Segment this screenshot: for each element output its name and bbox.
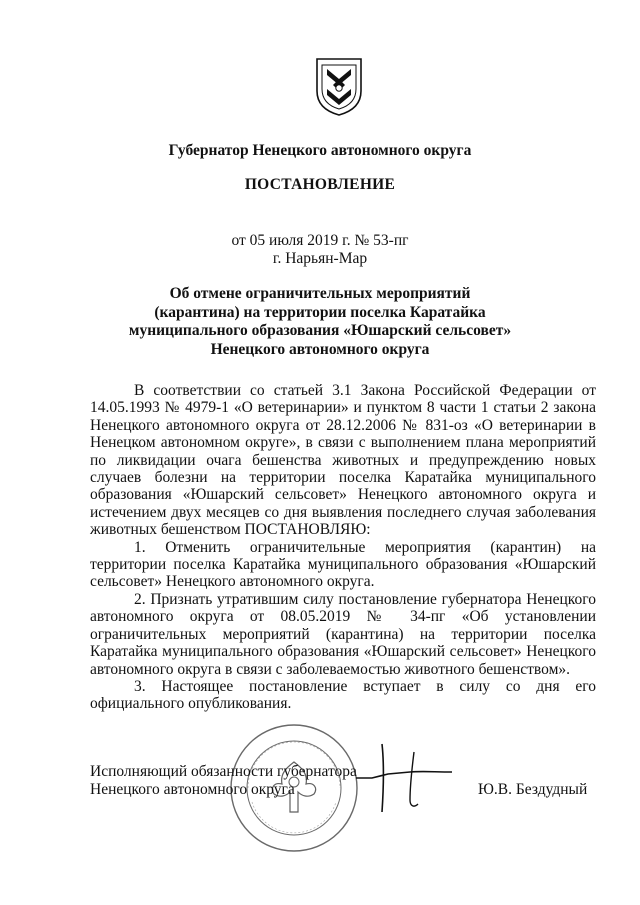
signatory-position xyxy=(90,763,357,799)
signatory-position-line: Ненецкого автономного округа xyxy=(90,781,295,798)
title-line: Ненецкого автономного округа xyxy=(210,340,430,358)
signatory-name: Ю.В. Бездудный xyxy=(478,781,588,798)
body-paragraph-item-3: 3. Настоящее постановление вступает в силу со дня его официального опубликования. xyxy=(90,677,596,713)
document-title xyxy=(60,285,580,359)
issuer-heading: Губернатор Ненецкого автономного округа xyxy=(168,142,472,159)
document-type-heading: ПОСТАНОВЛЕНИЕ xyxy=(244,176,396,193)
handwritten-signature xyxy=(352,738,462,820)
body-paragraph-preamble: В соответствии со статьей 3.1 Закона Российской Федерации от 14.05.1993 № 4979-1 «О ветеринарии» и пунктом 8 части 1 статьи 2 закона Ненецкого автономного округа от 28.12.2006 № 831-оз «О ветеринарии в Ненецком автономном округе», в связи с выполнением плана мероприятий по ликвидации очага бешенства животных и предупреждению новых случаев болезни на территории поселка Каратайка муниципального образования «Юшарский сельсовет» Ненецкого автономного округа и истечением двух месяцев со дня выявления последнего случая заболевания животных бешенством ПОСТАНОВЛЯЮ: xyxy=(90,382,596,539)
coat-of-arms-icon xyxy=(313,55,365,117)
body-paragraph-item-2: 2. Признать утратившим силу постановление губернатора Ненецкого автономного округа от 08.05.2019 № 34-пг «Об установлении ограничительных мероприятий (карантина) на территории поселка Каратайка муниципального образования «Юшарский сельсовет» Ненецкого автономного округа в связи с заболеваемостью животного бешенством». xyxy=(90,590,596,678)
title-line: Об отмене ограничительных мероприятий xyxy=(169,285,471,302)
signatory-position-line: Исполняющий обязанности губернатора xyxy=(90,763,357,780)
title-line: (карантина) на территории поселка Каратайка xyxy=(154,303,486,321)
title-line: муниципального образования «Юшарский сельсовет» xyxy=(128,322,512,339)
body-paragraph-item-1: 1. Отменить ограничительные мероприятия (карантин) на территории поселка Каратайка муниципального образования «Юшарский сельсовет» Ненецкого автономного округа. xyxy=(90,538,596,591)
document-date-number: от 05 июля 2019 г. № 53-пг xyxy=(231,232,409,249)
document-city: г. Нарьян-Мар xyxy=(272,250,368,267)
document-body xyxy=(90,382,596,713)
